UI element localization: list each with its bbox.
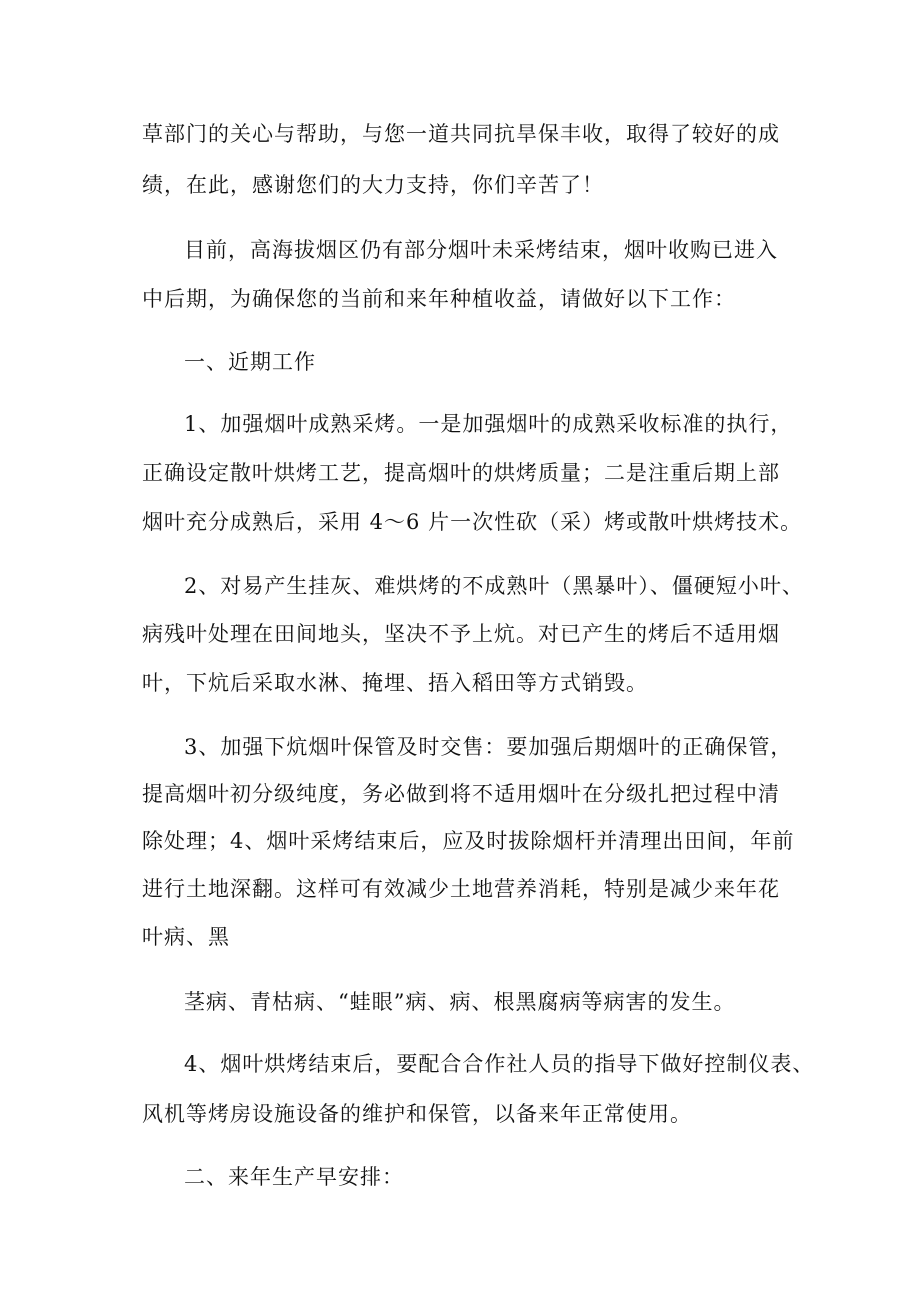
text-line: 叶病、黑 bbox=[142, 925, 230, 949]
text-line: 除处理；4、烟叶采烤结束后，应及时拔除烟杆并清理出田间，年前 bbox=[142, 829, 795, 853]
section-heading: 二、来年生产早安排： bbox=[184, 1165, 404, 1189]
text-line: 目前，高海拔烟区仍有部分烟叶未采烤结束，烟叶收购已进入 bbox=[184, 238, 778, 262]
text-line: 绩，在此，感谢您们的大力支持，你们辛苦了！ bbox=[142, 173, 604, 197]
text-line: 进行土地深翻。这样可有效减少土地营养消耗，特别是减少来年花 bbox=[142, 877, 780, 901]
text-line: 茎病、青枯病、“蛙眼”病、病、根黑腐病等病害的发生。 bbox=[184, 990, 736, 1014]
text-line: 草部门的关心与帮助，与您一道共同抗旱保丰收，取得了较好的成 bbox=[142, 122, 780, 146]
text-line: 风机等烤房设施设备的维护和保管，以备来年正常使用。 bbox=[142, 1102, 692, 1126]
text-line: 病残叶处理在田间地头，坚决不予上炕。对已产生的烤后不适用烟 bbox=[142, 622, 780, 646]
text-line: 提高烟叶初分级纯度，务必做到将不适用烟叶在分级扎把过程中清 bbox=[142, 782, 780, 806]
text-line: 3、加强下炕烟叶保管及时交售：要加强后期烟叶的正确保管， bbox=[184, 735, 793, 759]
text-line: 中后期，为确保您的当前和来年种植收益，请做好以下工作： bbox=[142, 287, 736, 311]
text-line: 叶，下炕后采取水淋、掩埋、捂入稻田等方式销毁。 bbox=[142, 671, 648, 695]
text-line: 2、对易产生挂灰、难烘烤的不成熟叶（黑暴叶）、僵硬短小叶、 bbox=[184, 574, 804, 598]
section-heading: 一、近期工作 bbox=[184, 350, 316, 374]
text-line: 烟叶充分成熟后，采用 4～6 片一次性砍（采）烤或散叶烘烤技术。 bbox=[142, 510, 803, 534]
text-line: 1、加强烟叶成熟采烤。一是加强烟叶的成熟采收标准的执行， bbox=[184, 412, 793, 436]
text-line: 4、烟叶烘烤结束后，要配合合作社人员的指导下做好控制仪表、 bbox=[184, 1052, 815, 1076]
text-line: 正确设定散叶烘烤工艺，提高烟叶的烘烤质量；二是注重后期上部 bbox=[142, 461, 780, 485]
